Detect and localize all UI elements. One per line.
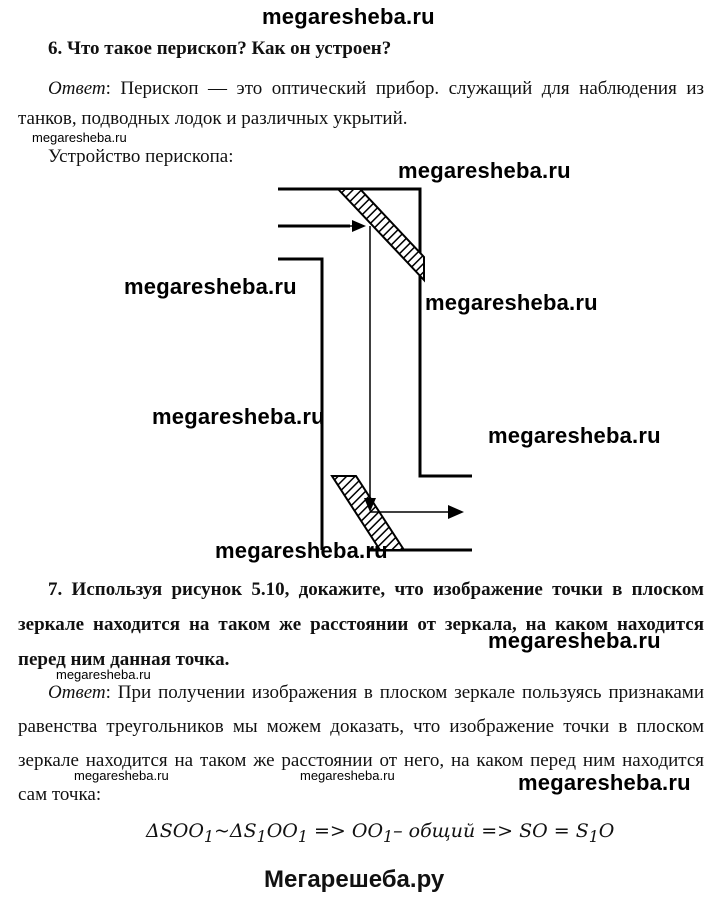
footer-watermark: Мегарешеба.ру [264, 866, 445, 893]
arrow-head [448, 505, 464, 519]
question-6-answer [18, 74, 704, 134]
watermark-diagram-2: megaresheba.ru [124, 274, 297, 299]
watermark-diagram-4: megaresheba.ru [152, 404, 325, 429]
watermark-diagram-3: megaresheba.ru [425, 290, 598, 315]
watermark-small: megaresheba.ru [300, 768, 395, 783]
answer-text: : Перископ — это оптический прибор. служащий для наблюдения из танков, подводных лодок и различных укрытий. [18, 78, 704, 129]
arrow-head [352, 220, 366, 232]
watermark-diagram-5: megaresheba.ru [488, 423, 661, 448]
periscope-diagram [260, 180, 490, 560]
periscope-body-outline [278, 189, 472, 550]
formula: $\Delta SOO_1\sim\Delta S_1OO_1 => OO_1-$ общий => SO = $S_1O$ [146, 820, 615, 846]
watermark-small: megaresheba.ru [56, 667, 151, 682]
question-6-title: 6. Что такое перископ? Как он устроен? [48, 38, 392, 59]
device-label: Устройство перископа: [48, 146, 234, 167]
question-7-title: 7. Используя рисунок 5.10, докажите, что изображение точки в плоском зеркале находится на таком же расстоянии от зеркала, на каком находится перед ним данная точка. [18, 579, 704, 670]
watermark-small: megaresheba.ru [74, 768, 169, 783]
upper-mirror [338, 189, 424, 280]
watermark-small: megaresheba.ru [32, 130, 127, 145]
watermark-q7: megaresheba.ru [488, 628, 661, 653]
watermark-diagram-6: megaresheba.ru [215, 538, 388, 563]
header-watermark: megaresheba.ru [262, 4, 435, 29]
answer-label: Ответ [48, 78, 106, 99]
answer-text: : При получении изображения в плоском зеркале пользуясь признаками равенства треугольников мы можем доказать, что изображение точки в плоском зеркале находится на таком же расстоянии от него, на каком перед ним находится сам точка: [18, 682, 704, 805]
watermark-diagram-1: megaresheba.ru [398, 158, 571, 183]
answer-label: Ответ [48, 682, 106, 703]
watermark-answer: megaresheba.ru [518, 770, 691, 795]
